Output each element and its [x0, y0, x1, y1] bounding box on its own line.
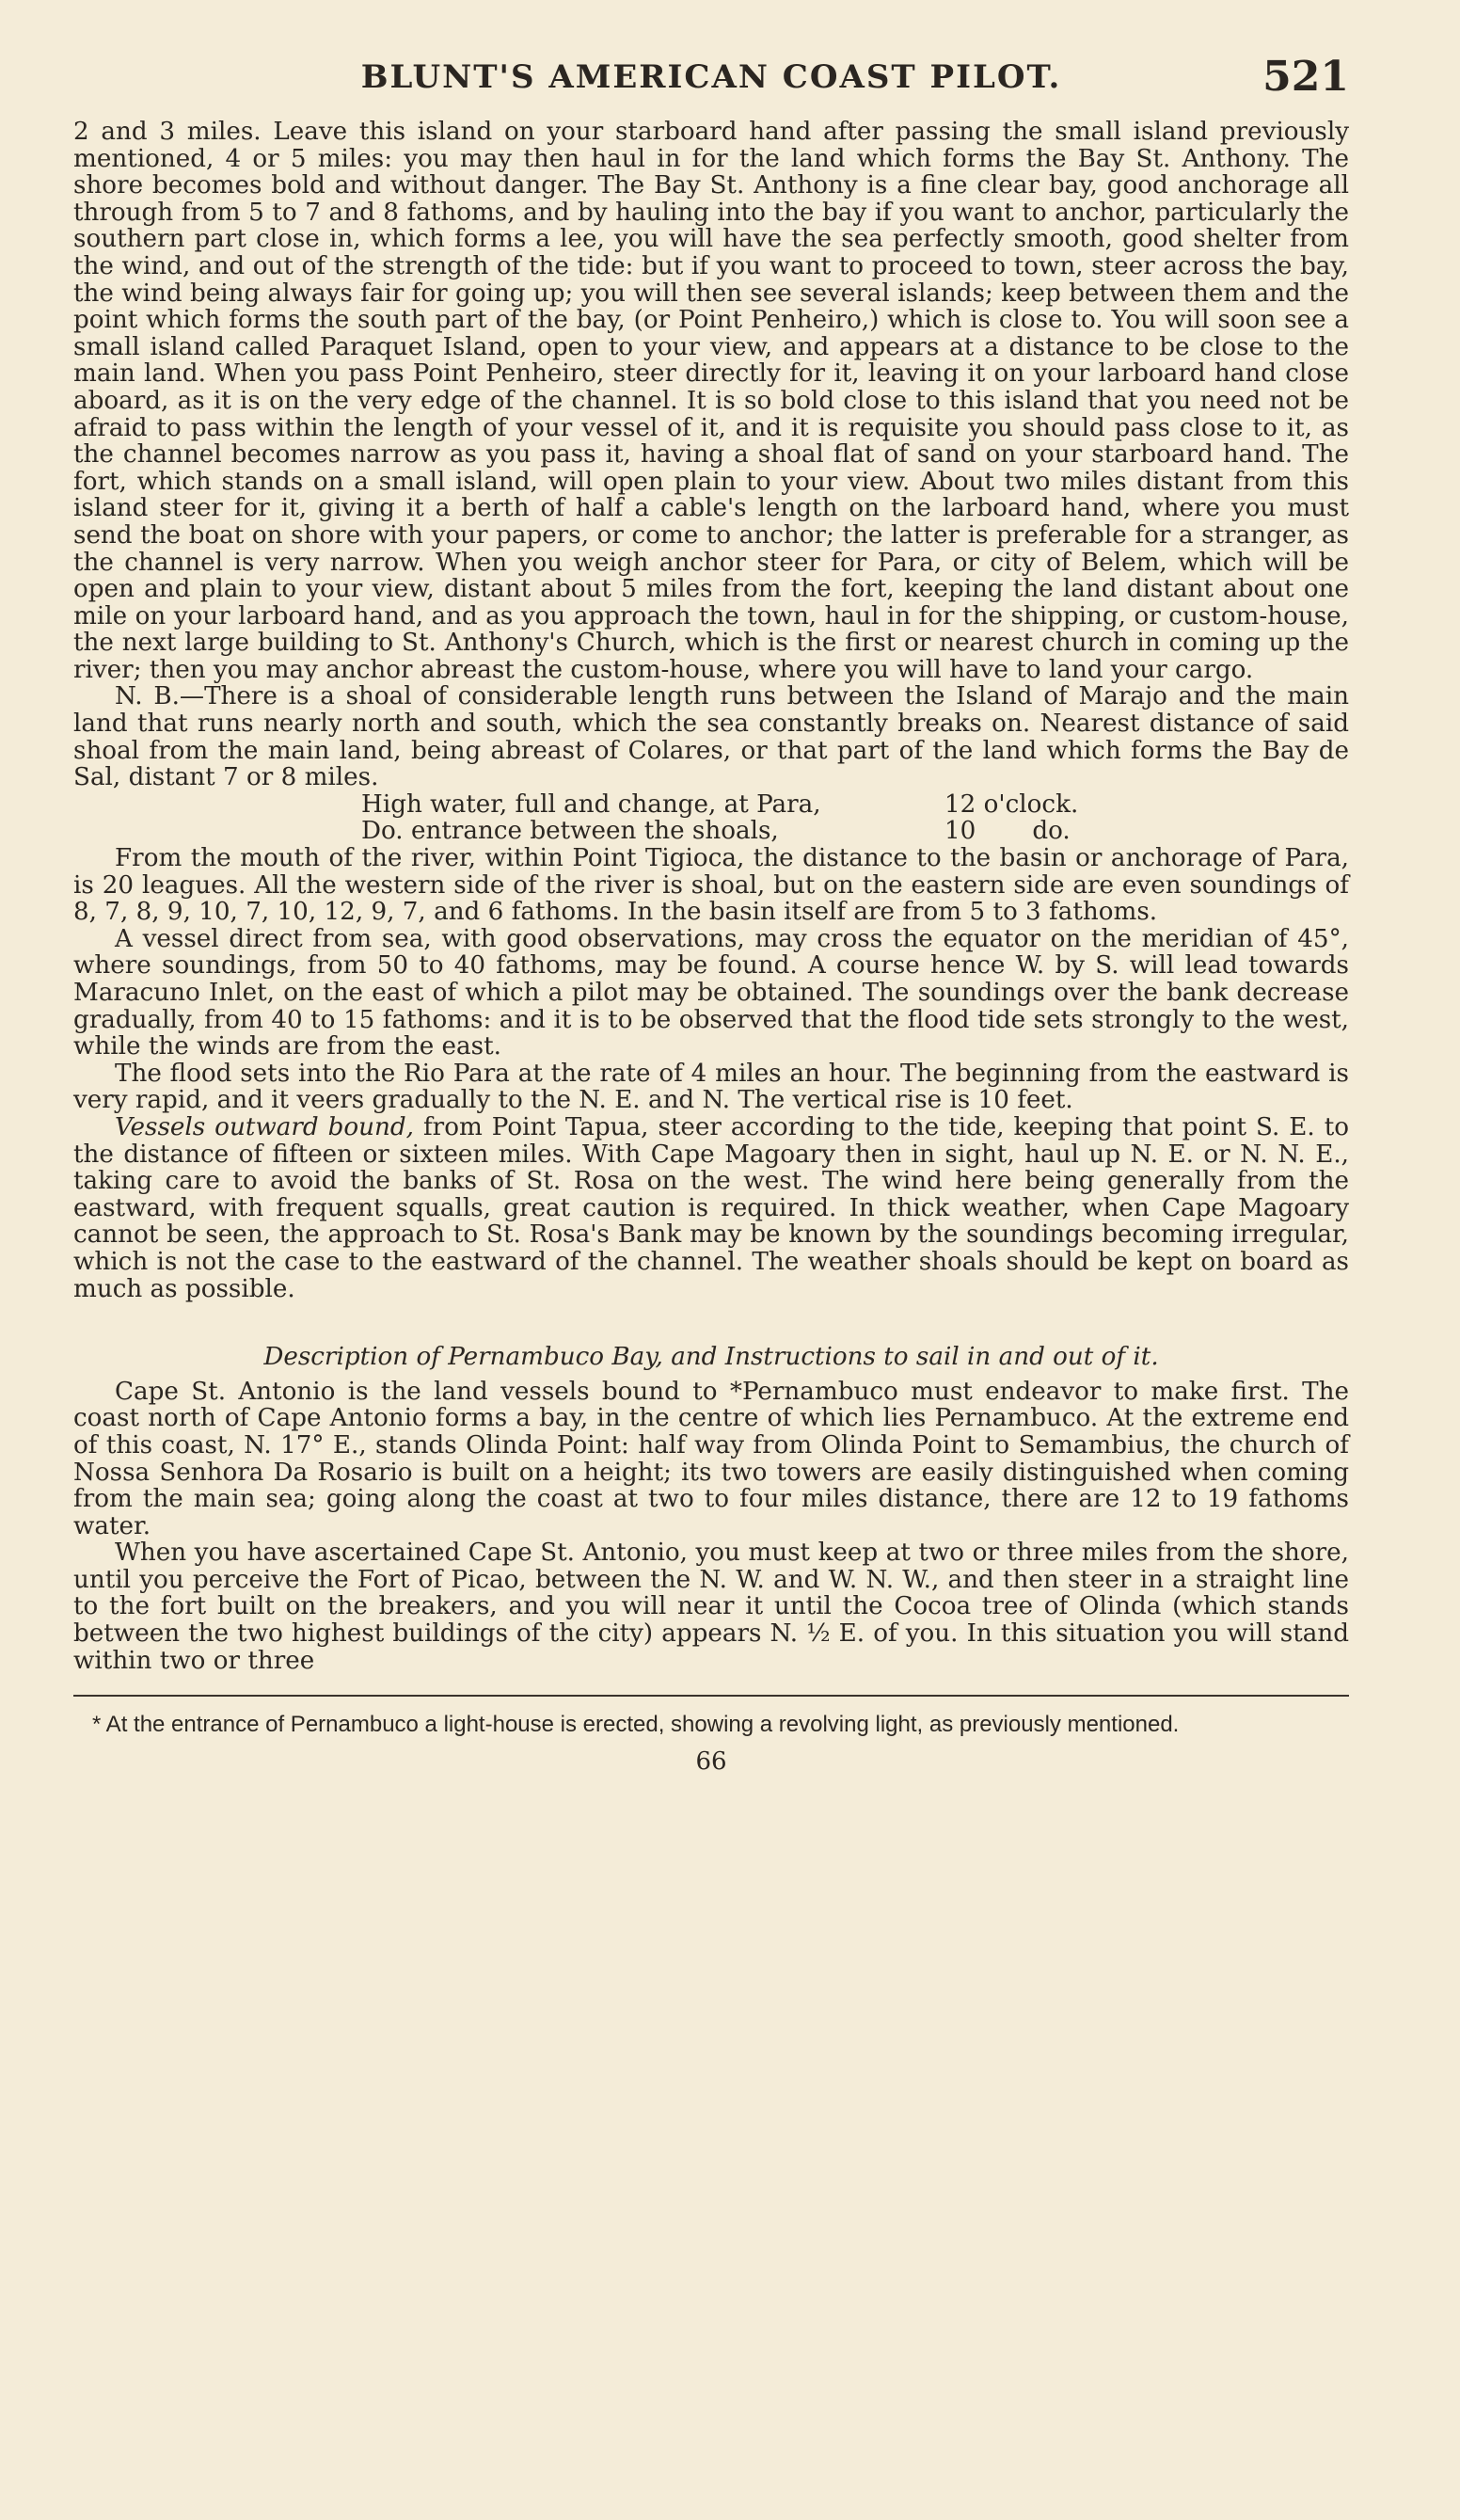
- paragraph: A vessel direct from sea, with good observations, may cross the equator on the meridian of 45°, where soundings, from 50 to 40 fathoms, may be found. A course hence W. by S. will lead towards Maracuno Inlet, on the east of which a pilot may be obtained. The soundings over the bank decrease gradually, from 40 to 15 fathoms: and it is to be observed that the flood tide sets strongly to the west, while the winds are from the east.: [73, 924, 1349, 1061]
- tide-label: High water, full and change, at Para,: [361, 789, 821, 819]
- footnote: * At the entrance of Pernambuco a light-house is erected, showing a revolving light, as previously mentioned.: [92, 1712, 1180, 1738]
- italic-lead: Vessels outward bound,: [115, 1112, 414, 1141]
- footnote-divider: [73, 1695, 1349, 1697]
- paragraph: N. B.—There is a shoal of considerable length runs between the Island of Marajo and the main land that runs nearly north and south, which the sea constantly breaks on. Nearest distance of said shoal from the main land, being abreast of Colares, or that part of the land which forms the Bay de Sal, distant 7 or 8 miles.: [73, 682, 1349, 792]
- tide-label: Do. entrance between the shoals,: [361, 817, 779, 846]
- page-content: [73, 55, 1349, 1776]
- body-text: [73, 119, 1349, 1674]
- tide-row: [73, 791, 1349, 819]
- paragraph: The flood sets into the Rio Para at the rate of 4 miles an hour. The beginning from the eastward is very rapid, and it veers gradually to the N. E. and N. The vertical rise is 10 feet.: [73, 1059, 1349, 1115]
- paragraph: When you have ascertained Cape St. Antonio, you must keep at two or three miles from the shore, until you perceive the Fort of Picao, between the N. W. and W. N. W., and then steer in a straight line to the fort built on the breakers, and you will near it until the Cocoa tree of Olinda (which stands between the two highest buildings of the city) appears N. ½ E. of you. In this situation you will stand within two or three: [73, 1539, 1349, 1675]
- paragraph: Cape St. Antonio is the land vessels bound to *Pernambuco must endeavor to make first. The coast north of Cape Antonio forms a bay, in the centre of which lies Pernambuco. At the extreme end of this coast, N. 17° E., stands Olinda Point: half way from Olinda Point to Semambius, the church of Nossa Senhora Da Rosario is built on a height; its two towers are easily distinguished when coming from the main sea; going along the coast at two to four miles distance, there are 12 to 19 fathoms water.: [73, 1377, 1349, 1540]
- paragraph-text: from Point Tapua, steer according to the tide, keeping that point S. E. to the distance of fifteen or sixteen miles. With Cape Magoary then in sight, haul up N. E. or N. N. E., taking care to avoid the banks of St. Rosa on the west. The wind here being generally from the eastward, with frequent squalls, great caution is required. In thick weather, when Cape Magoary cannot be seen, the approach to St. Rosa's Bank may be known by the soundings becoming irregular, which is not the case to the eastward of the channel. The weather shoals should be kept on board as much as possible.: [73, 1112, 1349, 1303]
- signature-mark: 66: [695, 1747, 727, 1777]
- tide-value: 12 o'clock.: [944, 789, 1079, 819]
- page-header: [73, 55, 1349, 119]
- paragraph: From the mouth of the river, within Point Tigioca, the distance to the basin or anchorage of Para, is 20 leagues. All the western side of the river is shoal, but on the eastern side are even soundings of 8, 7, 8, 9, 10, 7, 10, 12, 9, 7, and 6 fathoms. In the basin itself are from 5 to 3 fathoms.: [73, 844, 1349, 927]
- tide-value-unit: do.: [1032, 817, 1071, 846]
- tide-row: [73, 818, 1349, 845]
- tide-table: [73, 791, 1349, 845]
- paragraph-outward-bound: [73, 1114, 1349, 1302]
- section-title: Description of Pernambuco Bay, and Instructions to sail in and out of it.: [263, 1343, 1159, 1372]
- page-number: 521: [1262, 53, 1349, 101]
- paragraph: 2 and 3 miles. Leave this island on your starboard hand after passing the small island previously mentioned, 4 or 5 miles: you may then haul in for the land which forms the Bay St. Anthony. The shore becomes bold and without danger. The Bay St. Anthony is a fine clear bay, good anchorage all through from 5 to 7 and 8 fathoms, and by hauling into the bay if you want to anchor, particularly the southern part close in, which forms a lee, you will have the sea perfectly smooth, good shelter from the wind, and out of the strength of the tide: but if you want to proceed to town, steer across the bay, the wind being always fair for going up; you will then see several islands; keep between them and the point which forms the south part of the bay, (or Point Penheiro,) which is close to. You will soon see a small island called Paraquet Island, open to your view, and appears at a distance to be close to the main land. When you pass Point Penheiro, steer directly for it, leaving it on your larboard hand close aboard, as it is on the very edge of the channel. It is so bold close to this island that you need not be afraid to pass within the length of your vessel of it, and it is requisite you should pass close to it, as the channel becomes narrow as you pass it, having a shoal flat of sand on your starboard hand. The fort, which stands on a small island, will open plain to your view. About two miles distant from this island steer for it, giving it a berth of half a cable's length on the larboard hand, where you must send the boat on shore with your papers, or come to anchor; the latter is preferable for a stranger, as the channel is very narrow. When you weigh anchor steer for Para, or city of Belem, which will be open and plain to your view, distant about 5 miles from the fort, keeping the land distant about one mile on your larboard hand, and as you approach the town, haul in for the shipping, or custom-house, the next large building to St. Anthony's Church, which is the first or nearest church in coming up the river; then you may anchor abreast the custom-house, where you will have to land your cargo.: [73, 118, 1349, 684]
- tide-value: 10: [944, 817, 976, 846]
- running-title: BLUNT'S AMERICAN COAST PILOT.: [360, 58, 1062, 96]
